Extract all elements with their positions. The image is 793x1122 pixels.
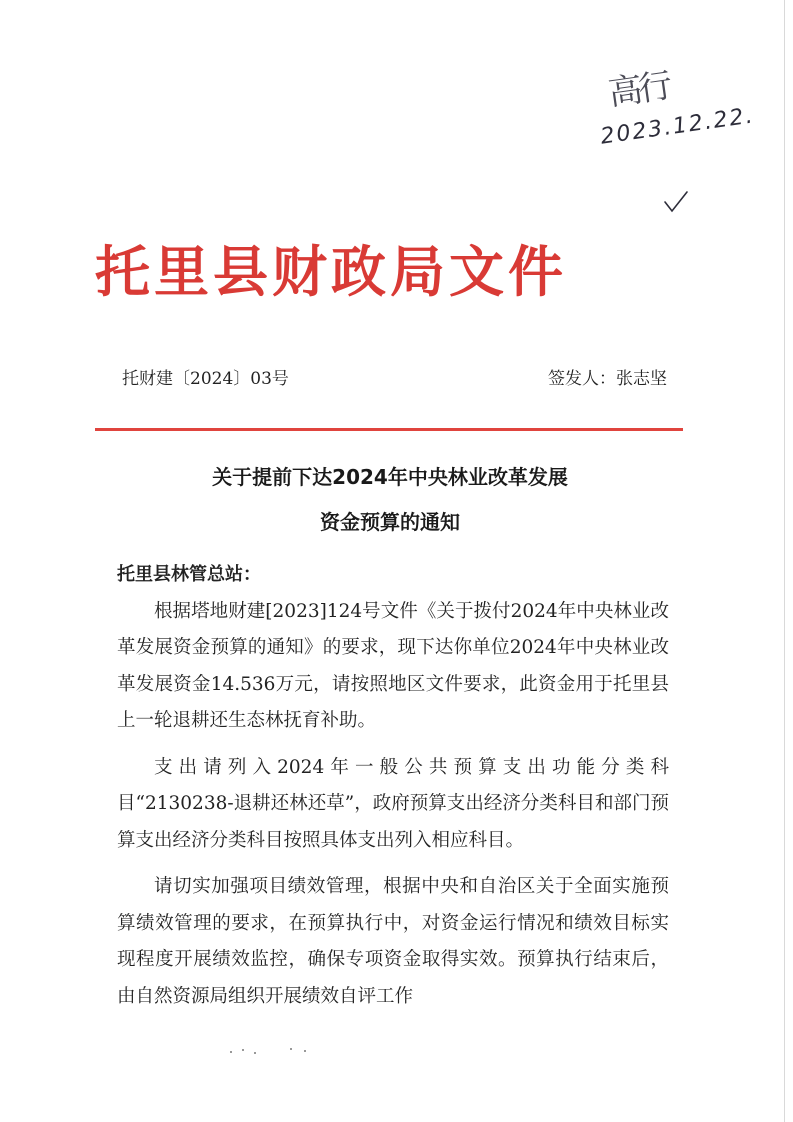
signer — [548, 366, 667, 392]
paragraph-1: 根据塔地财建[2023]124号文件《关于拨付2024年中央林业改革发展资金预算的通知》的要求，现下达你单位2024年中央林业改革发展资金14.536万元，请按照地区文件要求，此资金用于托里县上一轮退耕还生态林抚育补助。 — [117, 600, 669, 731]
document-body — [117, 557, 669, 1015]
scan-noise — [230, 1043, 320, 1063]
signer-name: 张志坚 — [616, 369, 667, 389]
handwritten-date: 2023.12.22. — [599, 103, 756, 150]
red-divider — [95, 428, 683, 431]
document-title-line-1: 关于提前下达2024年中央林业改革发展 — [212, 465, 568, 489]
signer-label: 签发人： — [548, 369, 616, 389]
document-number: 托财建〔2024〕03号 — [122, 369, 289, 389]
scan-edge-line — [784, 0, 785, 1122]
document-title-line-2: 资金预算的通知 — [320, 510, 460, 534]
salutation: 托里县林管总站： — [117, 564, 261, 585]
document-title — [90, 455, 690, 545]
handwritten-signature: 高行 — [605, 65, 671, 114]
document-header-title: 托里县财政局文件 — [95, 240, 568, 304]
paragraph-3: 请切实加强项目绩效管理，根据中央和自治区关于全面实施预算绩效管理的要求，在预算执行中，对资金运行情况和绩效目标实现程度开展绩效监控，确保专项资金取得实效。预算执行结束后，由自然资源局组织开展绩效自评工作 — [117, 876, 669, 1007]
handwritten-annotation — [600, 62, 770, 212]
document-meta-row — [122, 366, 667, 392]
paragraph-2: 支出请列入2024年一般公共预算支出功能分类科目“2130238-退耕还林还草”，政府预算支出经济分类科目和部门预算支出经济分类科目按照具体支出列入相应科目。 — [117, 756, 669, 851]
checkmark-icon — [662, 190, 690, 214]
